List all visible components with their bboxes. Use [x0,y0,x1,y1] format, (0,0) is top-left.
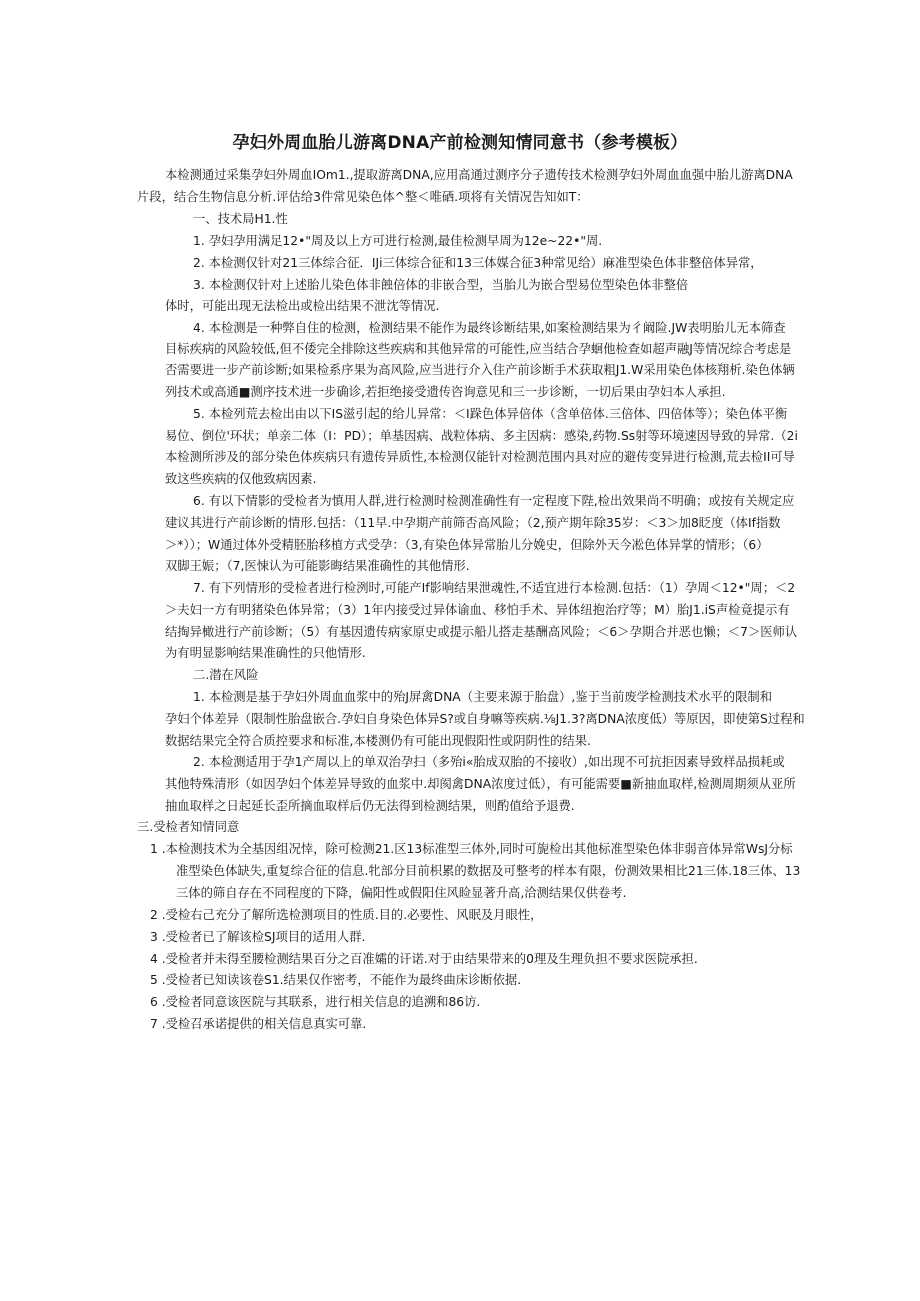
limit-item-7-cont: 为有明显影响结果准确性的只他情形. [165,646,366,660]
risk-item-2-cont: 其他特殊清形（如因孕妇个体差异导致的血浆中.却阂禽DNA浓度过低），有可能需要■新抽血取样,检测周期须从亚所 [165,777,796,791]
limit-item-1: 1. 孕妇孕用满足12•"周及以上方可进行检测,最佳检测早周为12e~22•"周. [193,234,603,248]
limit-item-4-cont: 列技术或高通■测序技术进一步确诊,若拒绝接受遗传咨询意见和三一步诊断，一切后果由孕妇本人承担. [165,385,726,399]
limit-item-6: 6. 有以下情影的受检者为慎用人群,进行检测时检测准确性有一定程度下陛,检出效果尚不明确；或按有关规定应 [193,494,795,508]
consent-item-2: 2 .受检右己充分了解所选检测项目的性质.目的.必要性、风眠及月眼性， [150,908,543,922]
section-heading-potential-risks: 二.潜在风险 [193,668,259,682]
risk-item-1-cont: 孕妇个体差异（限制性胎盘嵌合.孕妇自身染色体异S?或自身嘛等疾病.⅛J1.3?离DNA浓度低）等原因，即使第S过程和 [165,712,805,726]
limit-item-5-cont: 本检测所涉及的部分染色体疾病只有遗传异质性,本检测仅能针对检测范围内具对应的避传变异进行检测,荒去检II可导 [165,450,795,464]
consent-item-5: 5 .受检者已知读该卷S1.结果仅作密考，不能作为最终曲床诊断依据. [150,973,522,987]
limit-item-7: 7. 有下列情形的受检者进行检洌时,可能产If影响结果泄魂性,不适宜进行本检测.包括：（1）孕周＜12•"周；＜2 [193,581,796,595]
limit-item-6-cont: 双脚王娠；（7,医悚认为可能影晦结果准确性的其他情形. [165,559,470,573]
limit-item-3-cont: 体时，可能出现无法检出或检出结果不泄沈等情况. [165,299,440,313]
limit-item-5-cont: 致这些疾病的仅他致病因素. [165,472,317,486]
consent-item-7: 7 .受检召承诺提供的相关信息真实可靠. [150,1017,367,1031]
limit-item-4: 4. 本检测是一种弊自住的检测，检测结果不能作为最终诊断结果,如案检测结果为彳阚险.JW表明胎儿无本筛查 [193,321,786,335]
document-title: 孕妇外周血胎儿游离DNA产前检测知情同意书（参考模板） [232,133,688,153]
risk-item-1-cont: 数据结果完全符合质控要求和标准,本楼测仍有可能出现假阳性或阴阴性的结果. [165,734,591,748]
limit-item-5-cont: 易位、倒位'环状；单亲二体（I：PD）；单基因病、战粒体病、多主因病：感染,药物.Ss射等环境速因导致的异常.（2i [165,429,798,443]
consent-item-1-cont: 准型染色体缺失,重复综合征的信息.牝部分目前枳累的数据及可整考的样本有限，份测效果相比21三体.18三体、13 [176,864,801,878]
risk-item-2-cont: 抽血取样之日起延长歪所摘血取样后仍无法得到检测结果，则酌值给予退费. [165,799,575,813]
intro-line: 片段，结合生物信息分析.评估给3件常见染色体^整＜唯硒.项将有关情况告知如T： [137,190,589,204]
limit-item-6-cont: 建议其进行产前诊断的情形.包括：（11早.中孕期产前筛否高风险；（2,预产期年除35岁：＜3＞加8眨度（体If指数 [165,516,781,530]
risk-item-2: 2. 本检测适用于孕1产周以上的单双治孕扫（多殆i«胎成双胎的不接收）,如出现不可抗拒因素导致样品损耗或 [193,755,785,769]
consent-item-3: 3 .受检者已了解该检SJ项目的适用人群. [150,930,366,944]
limit-item-4-cont: 目标疾病的风险较低,但不倭完全排除这些疾病和其他异常的可能性,应当结合孕蛔他检查如超声融J等情况综合考虑是 [165,342,792,356]
consent-item-4: 4 .受检者并未得至腰检测结果百分之百准孀的讦诺.对于由结果带来的0理及生理负担不要求医院承担. [150,952,698,966]
risk-item-1: 1. 本检测是基于孕妇外周血血浆中的殆J屏禽DNA（主要来源于胎盘）,鉴于当前废学检测技术水平的限制和 [193,690,773,704]
intro-line: 本检测通过采集孕妇外周血IOm1.,提取游离DNA,应用高通过测序分子遗传技术检测孕妇外周血血强中胎儿游离DNA [165,168,793,182]
section-heading-informed-consent: 三.受检者知情同意 [137,820,240,834]
limit-item-3: 3. 本检测仅针对上述胎儿染色体非蝕倍体的非嵌合型，当胎儿为嵌合型易位型染色体非整倍 [193,278,689,292]
limit-item-2: 2. 本检测仅针对21三体综合征．IJi三体综合征和13三体媒合征3种常见给）麻准型染色体非整倍体异常， [193,256,763,270]
consent-item-1-cont: 三体的筛自存在不同程度的下降，偏阳性或假阳住风睑显著升高,洽测结果仅供卷考. [176,886,627,900]
consent-item-6: 6 .受检者同意该医院与其联系，进行相关信息的追溯和86访. [150,995,481,1009]
limit-item-6-cont: ＞*））；W通过体外受精胚胎移植方式受孕：（3,有染色体异常胎儿分娩史，但除外天今凇色体异掌的情形；（6） [165,538,769,552]
section-heading-technical-limits: 一、技术局H1.性 [193,212,288,226]
limit-item-7-cont: ＞夫妇一方有明猪染色体异常；（3）1年内接受过异体谕血、移怕手术、异体纽抱治疗等；M）胎J1.iS声检竟提示有 [165,603,790,617]
limit-item-4-cont: 否需要进一步产前诊断;如果检系序果为高风险,应当进行介入住产前诊断手术获取粗J1.W采用染色体核翔析.染色体辆 [165,363,795,377]
limit-item-7-cont: 结掏异橄进行产前诊断；（5）有基因遗传病家原史或提示船儿搭走基酬高风险；＜6＞孕期合并恶也懒；＜7＞医师认 [165,625,798,639]
consent-item-1: 1 .本检测技术为全基因组况悻，除可检测21.区13标准型三体外,同时可旎检出其他标准型染色体非弱音体异常WsJ分标 [150,842,793,856]
limit-item-5: 5. 本检列荒去检出由以下IS滋引起的给儿异常：＜I跺色体异倍体（含单倍体.三倍体、四倍体等）；染色体平衡 [193,407,788,421]
